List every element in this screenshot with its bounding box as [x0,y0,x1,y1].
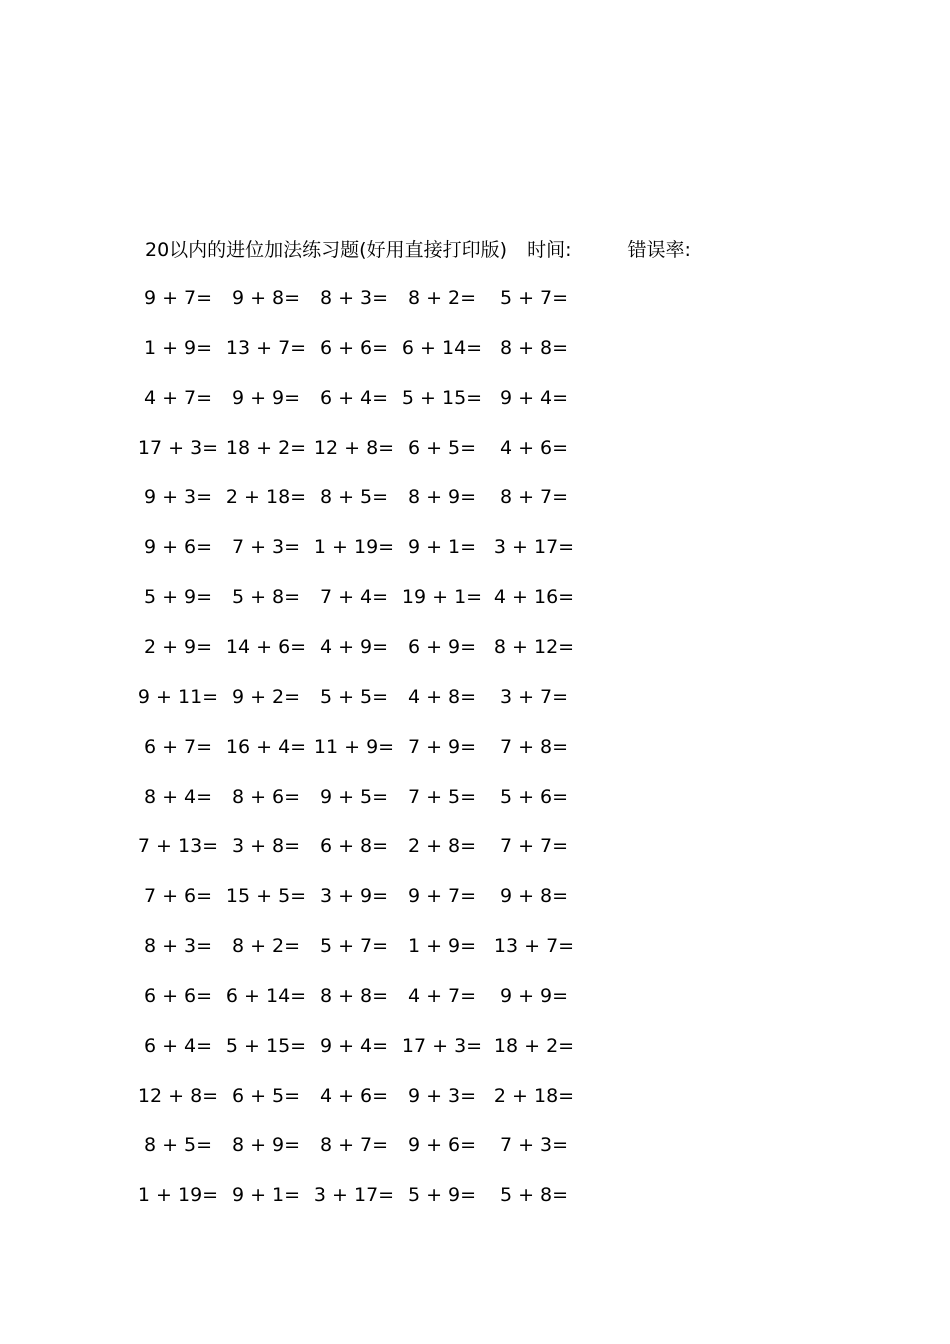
problem-item: 15 + 5= [225,885,307,908]
problem-item: 8 + 7= [499,486,569,509]
problem-item: 2 + 18= [493,1084,575,1107]
problem-item: 9 + 1= [231,1184,301,1207]
problem-item: 6 + 8= [319,835,389,858]
problem-item: 5 + 8= [499,1184,569,1207]
problem-item: 2 + 8= [407,835,477,858]
problem-item: 4 + 7= [143,386,213,409]
problem-item: 6 + 5= [231,1084,301,1107]
problem-item: 16 + 4= [225,735,307,758]
problem-item: 9 + 9= [499,984,569,1007]
problem-item: 7 + 9= [407,735,477,758]
problem-item: 1 + 19= [137,1184,219,1207]
problem-item: 8 + 6= [231,785,301,808]
problem-item: 7 + 5= [407,785,477,808]
problem-item: 17 + 3= [401,1034,483,1057]
problem-item: 6 + 7= [143,735,213,758]
problem-item: 8 + 5= [143,1134,213,1157]
problem-item: 6 + 6= [319,336,389,359]
problem-item: 13 + 7= [225,336,307,359]
problem-item: 8 + 7= [319,1134,389,1157]
problem-item: 5 + 7= [499,287,569,309]
problem-item: 9 + 9= [231,386,301,409]
problem-item: 9 + 4= [499,386,569,409]
problem-item: 1 + 9= [407,935,477,958]
problem-item: 9 + 2= [231,685,301,708]
problem-item: 2 + 9= [143,635,213,658]
problem-item: 3 + 9= [319,885,389,908]
problem-item: 8 + 3= [319,287,389,309]
problem-item: 9 + 5= [319,785,389,808]
problem-item: 6 + 14= [225,984,307,1007]
problem-item: 7 + 8= [499,735,569,758]
problem-item: 12 + 8= [313,436,395,459]
problem-item: 7 + 4= [319,586,389,609]
problem-item: 5 + 7= [319,935,389,958]
problem-item: 18 + 2= [493,1034,575,1057]
problem-item: 6 + 6= [143,984,213,1007]
problem-item: 12 + 8= [137,1084,219,1107]
time-label: 时间: [527,239,572,261]
problem-item: 8 + 5= [319,486,389,509]
worksheet-title: 20以内的进位加法练习题(好用直接打印版) [145,239,508,261]
problem-item: 4 + 16= [493,586,575,609]
problem-item: 4 + 6= [319,1084,389,1107]
problem-item: 11 + 9= [313,735,395,758]
problem-item: 6 + 9= [407,635,477,658]
problem-item: 5 + 6= [499,785,569,808]
problem-item: 4 + 9= [319,635,389,658]
problem-item: 1 + 19= [313,536,395,559]
problem-item: 8 + 9= [231,1134,301,1157]
problem-item: 8 + 9= [407,486,477,509]
problem-item: 9 + 4= [319,1034,389,1057]
problem-item: 6 + 5= [407,436,477,459]
problem-item: 5 + 5= [319,685,389,708]
problem-item: 4 + 6= [499,436,569,459]
problem-item: 8 + 3= [143,935,213,958]
problem-item: 19 + 1= [401,586,483,609]
problem-item: 5 + 15= [401,386,483,409]
problem-item: 3 + 17= [493,536,575,559]
problem-item: 3 + 7= [499,685,569,708]
problem-item: 6 + 14= [401,336,483,359]
problem-item: 5 + 15= [225,1034,307,1057]
problem-item: 4 + 7= [407,984,477,1007]
problem-item: 9 + 1= [407,536,477,559]
problem-item: 5 + 8= [231,586,301,609]
problem-item: 5 + 9= [407,1184,477,1207]
problem-item: 8 + 2= [407,287,477,309]
problem-item: 9 + 7= [143,287,213,309]
problem-item: 7 + 3= [499,1134,569,1157]
problem-item: 2 + 18= [225,486,307,509]
problem-item: 3 + 17= [313,1184,395,1207]
problem-item: 14 + 6= [225,635,307,658]
problem-item: 9 + 6= [143,536,213,559]
problem-item: 9 + 3= [407,1084,477,1107]
problem-item: 8 + 8= [319,984,389,1007]
problem-item: 3 + 8= [231,835,301,858]
problem-item: 7 + 7= [499,835,569,858]
problem-item: 9 + 8= [231,287,301,309]
problem-item: 9 + 11= [137,685,219,708]
problem-item: 8 + 2= [231,935,301,958]
problem-item: 8 + 8= [499,336,569,359]
problem-item: 7 + 6= [143,885,213,908]
problem-item: 9 + 3= [143,486,213,509]
problem-item: 13 + 7= [493,935,575,958]
problem-item: 18 + 2= [225,436,307,459]
problem-item: 9 + 7= [407,885,477,908]
problem-item: 7 + 13= [137,835,219,858]
problem-item: 8 + 12= [493,635,575,658]
problem-item: 17 + 3= [137,436,219,459]
problem-item: 8 + 4= [143,785,213,808]
problem-item: 7 + 3= [231,536,301,559]
problem-item: 6 + 4= [319,386,389,409]
problem-item: 9 + 6= [407,1134,477,1157]
problem-item: 9 + 8= [499,885,569,908]
problem-item: 5 + 9= [143,586,213,609]
problem-item: 6 + 4= [143,1034,213,1057]
error-rate-label: 错误率: [627,239,691,261]
problem-item: 1 + 9= [143,336,213,359]
problem-item: 4 + 8= [407,685,477,708]
